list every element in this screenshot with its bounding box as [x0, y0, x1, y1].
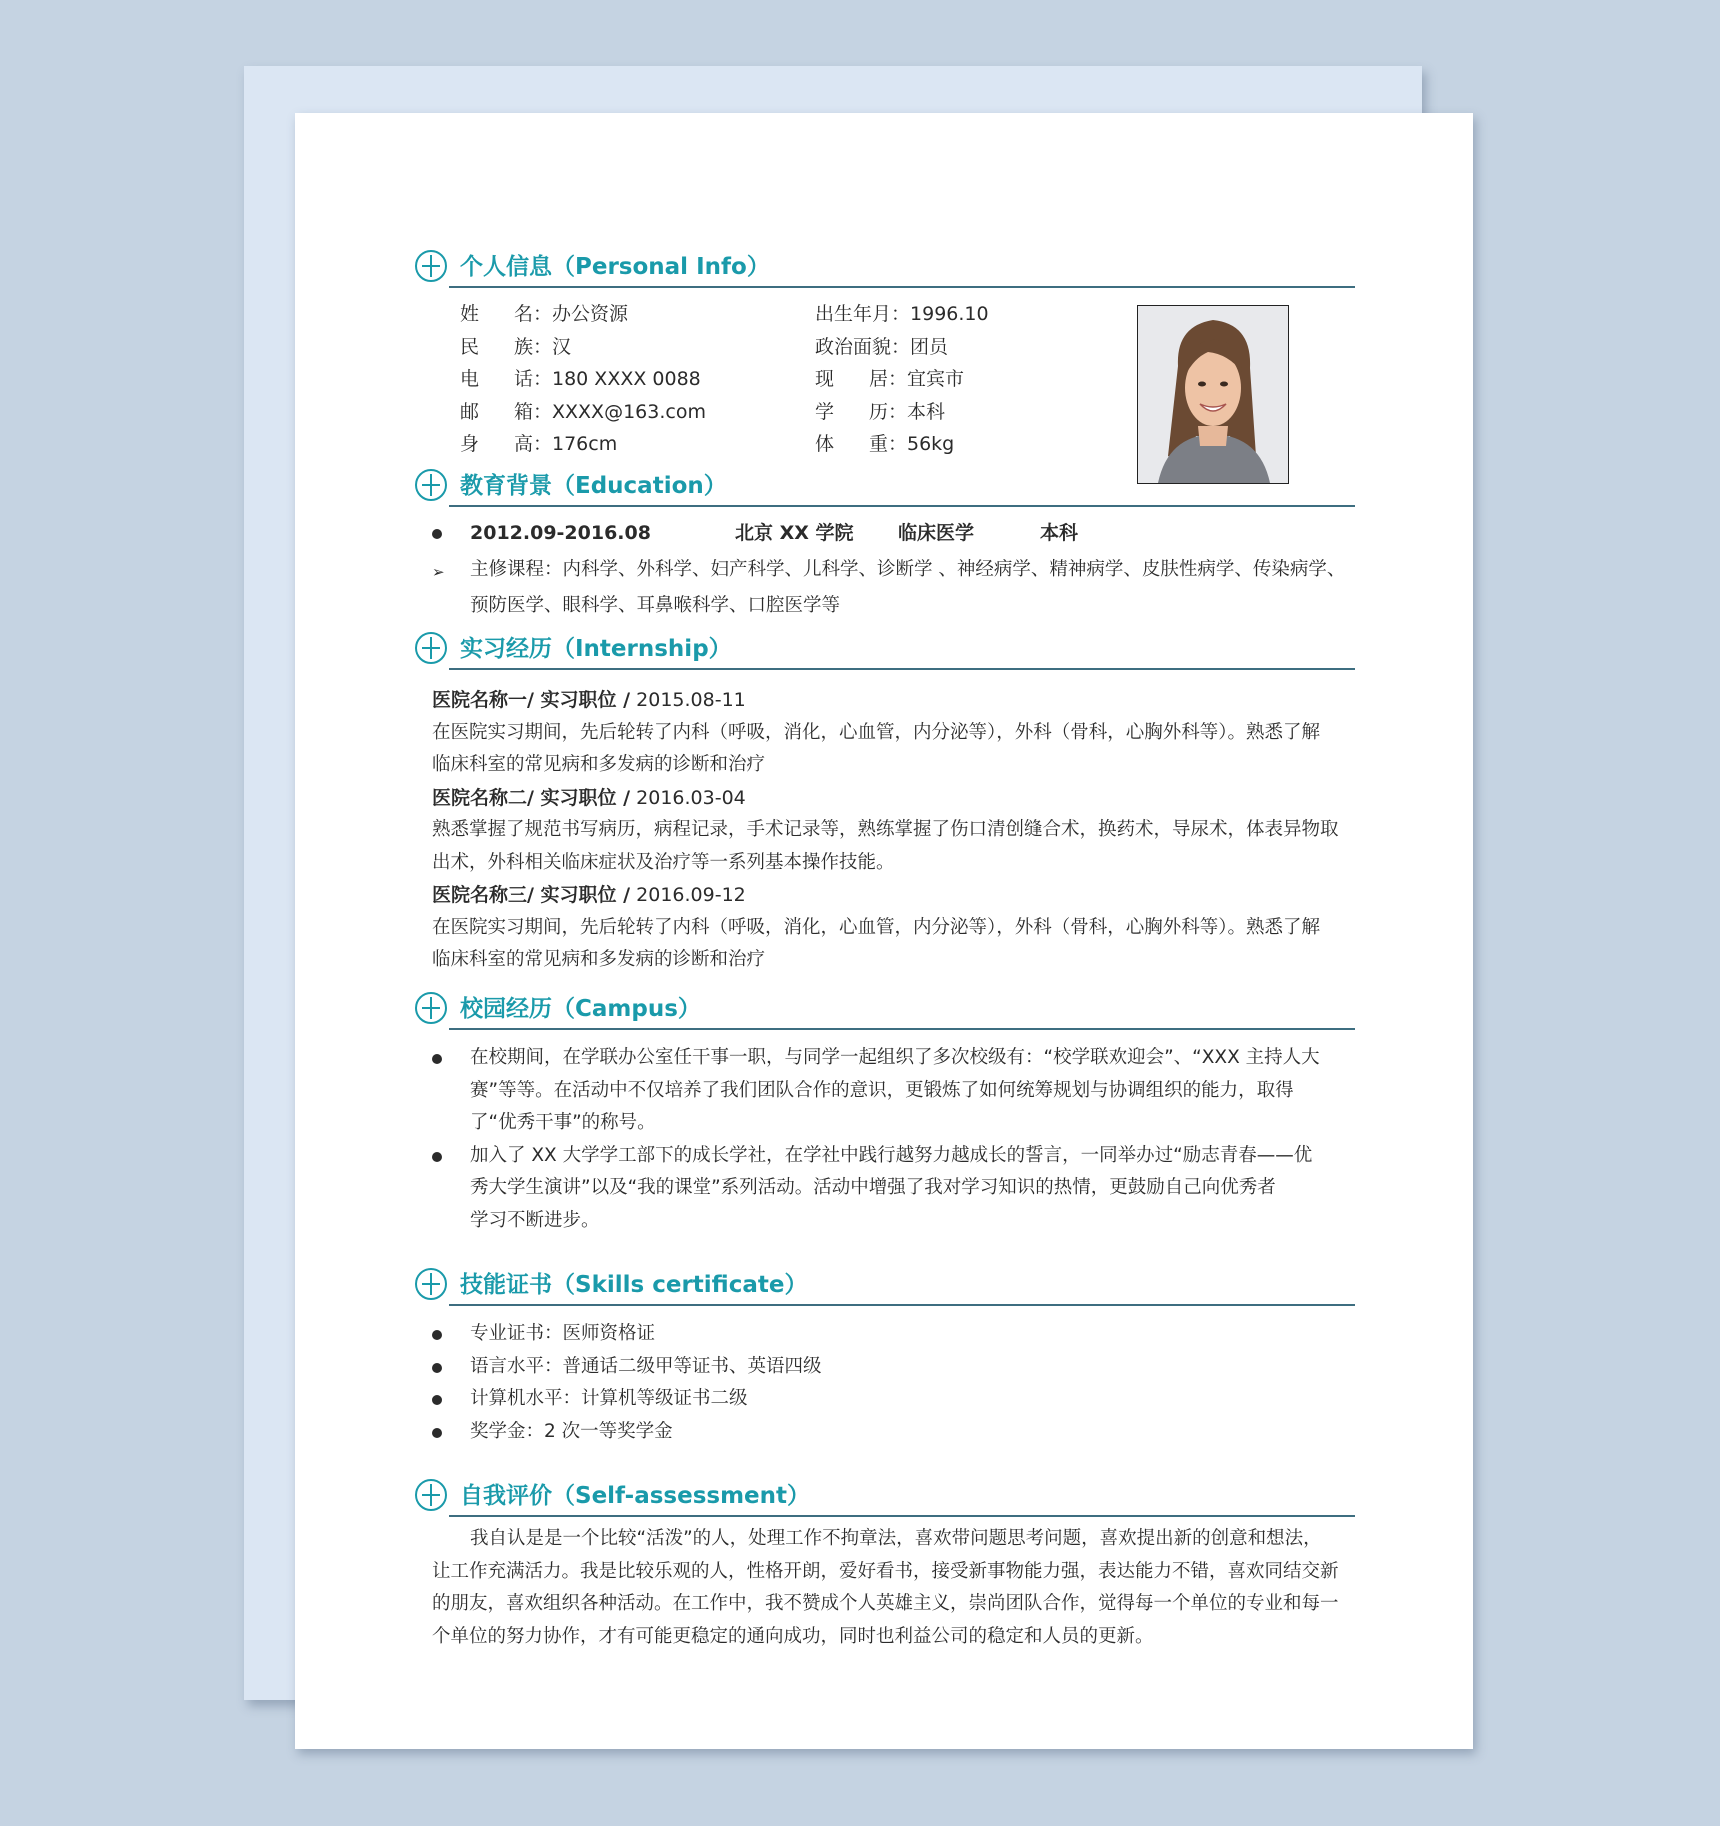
- plus-circle-icon: [415, 1268, 447, 1300]
- skill-item-4: 奖学金：2 次一等奖学金: [470, 1420, 673, 1442]
- info-row-height: 身 高： 176cm: [460, 433, 618, 455]
- section-title: 校园经历（Campus）: [460, 996, 701, 1022]
- portrait-icon: [1138, 306, 1288, 483]
- skill-item-1: 专业证书：医师资格证: [470, 1323, 656, 1344]
- plus-circle-icon: [415, 632, 447, 664]
- internship-entry-1-head: 医院名称一/ 实习职位 / 2015.08-11: [432, 689, 746, 711]
- campus-item-2-line1: 加入了 XX 大学学工部下的成长学社，在学社中践行越努力越成长的誓言，一同举办过“励志青春——优: [470, 1144, 1313, 1166]
- bullet-icon: [432, 1054, 442, 1064]
- section-title: 实习经历（Internship）: [460, 636, 732, 662]
- arrow-bullet-icon: ➢: [432, 563, 445, 581]
- section-internship: [415, 628, 1355, 674]
- edu-period: 2012.09-2016.08: [470, 522, 651, 544]
- info-row-political: 政治面貌：团员: [815, 335, 949, 358]
- bullet-icon: [432, 1363, 442, 1373]
- bullet-icon: [432, 529, 442, 539]
- section-self-assessment: [415, 1475, 1355, 1521]
- bullet-icon: [432, 1330, 442, 1340]
- info-row-phone: 电 话： 180 XXXX 0088: [460, 368, 701, 390]
- self-assessment-line1: 我自认是是一个比较“活泼”的人，处理工作不拘章法，喜欢带问题思考问题，喜欢提出新的创意和想法，: [470, 1528, 1322, 1549]
- section-education: [415, 465, 1355, 511]
- internship-entry-2-line1: 熟悉掌握了规范书写病历，病程记录，手术记录等，熟练掌握了伤口清创缝合术，换药术，导尿术，体表异物取: [432, 819, 1339, 840]
- self-assessment-line2: 让工作充满活力。我是比较乐观的人，性格开朗，爱好看书，接受新事物能力强，表达能力不错，喜欢同结交新: [432, 1560, 1339, 1582]
- info-row-birth: 出生年月：1996.10: [815, 303, 989, 325]
- skill-item-2: 语言水平：普通话二级甲等证书、英语四级: [470, 1355, 822, 1377]
- campus-item-2-line2: 秀大学生演讲”以及“我的课堂”系列活动。活动中增强了我对学习知识的热情，更鼓励自己向优秀者: [470, 1177, 1276, 1198]
- section-divider: [449, 505, 1355, 507]
- edu-school: 北京 XX 学院: [735, 522, 854, 544]
- skill-item-3: 计算机水平：计算机等级证书二级: [470, 1388, 748, 1409]
- info-row-weight: 体 重： 56kg: [815, 433, 955, 455]
- edu-courses-line2: 预防医学、眼科学、耳鼻喉科学、口腔医学等: [470, 595, 841, 616]
- plus-circle-icon: [415, 992, 447, 1024]
- internship-entry-2-line2: 出术，外科相关临床症状及治疗等一系列基本操作技能。: [432, 851, 895, 873]
- campus-item-1-line3: 了“优秀干事”的称号。: [470, 1112, 656, 1133]
- resume-page: [295, 113, 1473, 1749]
- section-personal-info: [415, 246, 1355, 292]
- bullet-icon: [432, 1152, 442, 1162]
- campus-item-2-line3: 学习不断进步。: [470, 1209, 600, 1231]
- internship-entry-1-line2: 临床科室的常见病和多发病的诊断和治疗: [432, 754, 766, 775]
- section-skills: [415, 1264, 1355, 1310]
- internship-entry-3-head: 医院名称三/ 实习职位 / 2016.09-12: [432, 884, 746, 906]
- section-divider: [449, 1028, 1355, 1030]
- section-divider: [449, 1515, 1355, 1517]
- info-row-email: 邮 箱： XXXX@163.com: [460, 400, 706, 423]
- internship-entry-1-line1: 在医院实习期间，先后轮转了内科（呼吸，消化，心血管，内分泌等），外科（骨科，心胸外科等）。熟悉了解: [432, 721, 1321, 743]
- bullet-icon: [432, 1395, 442, 1405]
- section-divider: [449, 668, 1355, 670]
- internship-entry-3-line2: 临床科室的常见病和多发病的诊断和治疗: [432, 949, 766, 970]
- self-assessment-line4: 个单位的努力协作，才有可能更稳定的通向成功，同时也利益公司的稳定和人员的更新。: [432, 1625, 1154, 1647]
- edu-major: 临床医学: [898, 522, 975, 544]
- self-assessment-line3: 的朋友，喜欢组织各种活动。在工作中，我不赞成个人英雄主义，崇尚团队合作，觉得每一个单位的专业和每一: [432, 1593, 1339, 1614]
- campus-item-1-line2: 赛”等等。在活动中不仅培养了我们团队合作的意识，更锻炼了如何统筹规划与协调组织的能力，取得: [470, 1079, 1294, 1101]
- edu-courses-line1: 主修课程：内科学、外科学、妇产科学、儿科学、诊断学 、神经病学、精神病学、皮肤性病学、传染病学、: [470, 559, 1346, 580]
- profile-photo: [1137, 305, 1289, 484]
- info-row-residence: 现 居： 宜宾市: [815, 368, 965, 390]
- bullet-icon: [432, 1428, 442, 1438]
- internship-entry-3-line1: 在医院实习期间，先后轮转了内科（呼吸，消化，心血管，内分泌等），外科（骨科，心胸外科等）。熟悉了解: [432, 916, 1321, 938]
- info-row-degree: 学 历： 本科: [815, 400, 946, 423]
- info-row-name: 姓 名： 办公资源: [460, 303, 629, 325]
- section-title: 自我评价（Self-assessment）: [460, 1483, 811, 1509]
- info-row-ethnicity: 民 族： 汉: [460, 335, 572, 358]
- section-title: 技能证书（Skills certificate）: [460, 1272, 808, 1298]
- section-divider: [449, 1304, 1355, 1306]
- section-campus: [415, 988, 1355, 1034]
- plus-circle-icon: [415, 250, 447, 282]
- campus-item-1-line1: 在校期间，在学联办公室任干事一职，与同学一起组织了多次校级有：“校学联欢迎会”、“XXX 主持人大: [470, 1047, 1320, 1068]
- edu-degree: 本科: [1040, 522, 1079, 544]
- section-title: 个人信息（Personal Info）: [460, 254, 770, 280]
- section-divider: [449, 286, 1355, 288]
- section-title: 教育背景（Education）: [460, 473, 727, 499]
- plus-circle-icon: [415, 1479, 447, 1511]
- plus-circle-icon: [415, 469, 447, 501]
- internship-entry-2-head: 医院名称二/ 实习职位 / 2016.03-04: [432, 786, 746, 809]
